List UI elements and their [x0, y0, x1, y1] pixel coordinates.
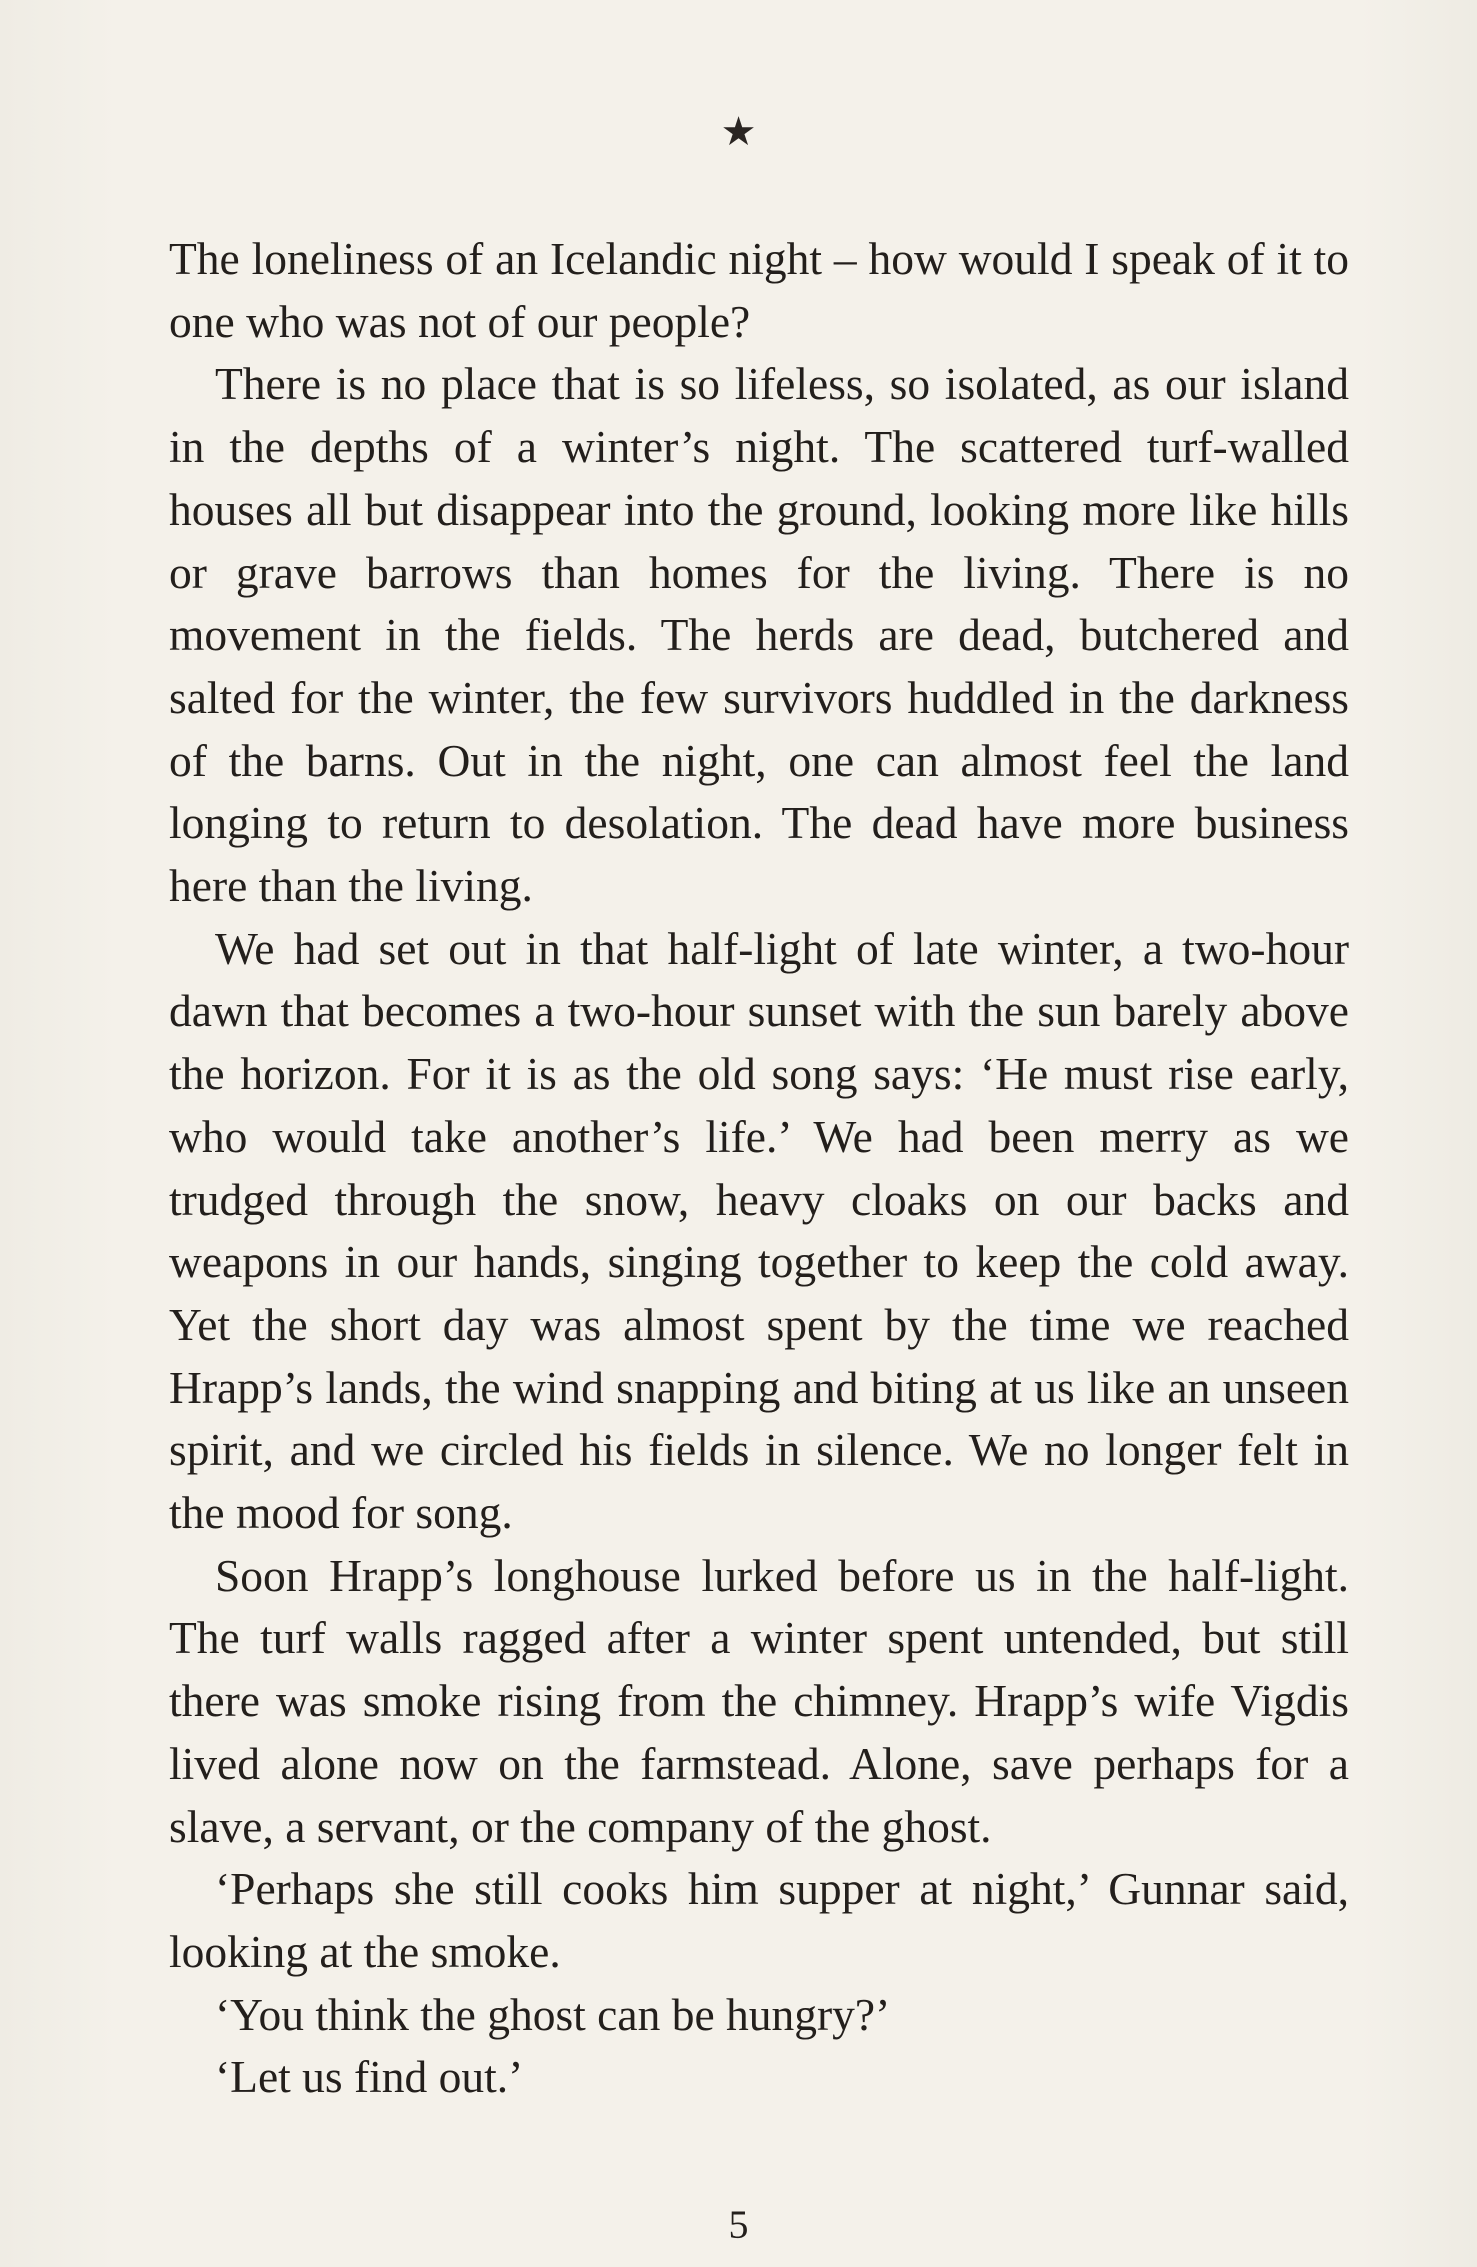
paragraph-6: ‘You think the ghost can be hungry?’	[215, 1988, 891, 2040]
paragraph-4: Soon Hrapp’s longhouse lurked before us in the half-light. The turf walls ragged after a winter spent untended, but still there was smoke rising from the chimney. Hrapp’s wife Vigdis lived alone now on the farmstead. Alone, save perhaps for a slave, a servant, or the company of the ghost.	[169, 1549, 1349, 1852]
section-break-star-icon: ★	[720, 109, 757, 154]
paragraph-2: There is no place that is so lifeless, so isolated, as our island in the depths of a winter’s night. The scattered turf-walled houses all but disappear into the ground, looking more like hills or grave barrows than homes for the living. There is no movement in the fields. The herds are dead, butchered and salted for the winter, the few survivors huddled in the darkness of the barns. Out in the night, one can almost feel the land longing to return to desolation. The dead have more business here than the living.	[169, 358, 1349, 912]
paragraph-3: We had set out in that half-light of late winter, a two-hour dawn that becomes a two-hour sunset with the sun barely above the horizon. For it is as the old song says: ‘He must rise early, who would take another’s life.’ We had been merry as we trudged through the snow, heavy cloaks on our backs and weapons in our hands, singing together to keep the cold away. Yet the short day was almost spent by the time we reached Hrapp’s lands, the wind snapping and biting at us like an unseen spirit, and we circled his fields in silence. We no longer felt in the mood for song.	[169, 922, 1349, 1539]
paragraph-5: ‘Perhaps she still cooks him supper at night,’ Gunnar said, looking at the smoke.	[169, 1863, 1349, 1977]
body-text	[169, 228, 1349, 2109]
page-number: 5	[728, 2202, 749, 2247]
paragraph-7: ‘Let us find out.’	[215, 2051, 524, 2103]
paragraph-1: The loneliness of an Icelandic night – how would I speak of it to one who was not of our people?	[169, 233, 1349, 347]
